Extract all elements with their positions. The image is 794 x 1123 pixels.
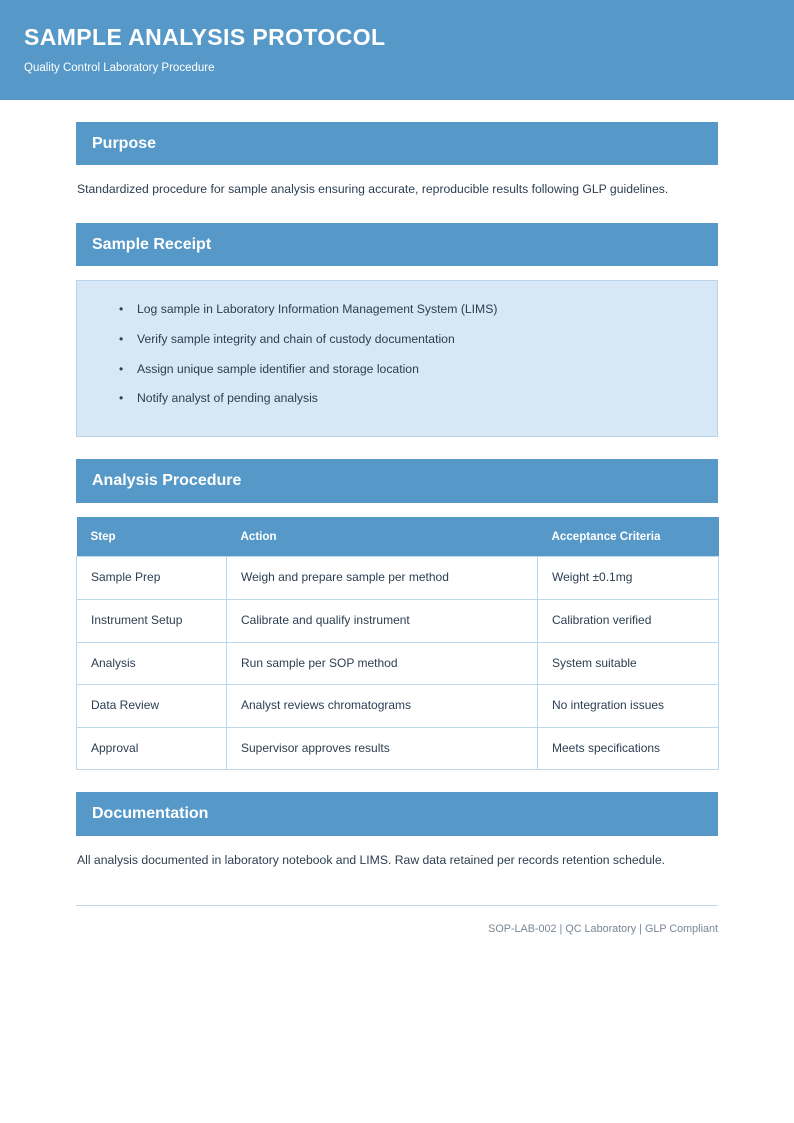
- cell-acceptance: Calibration verified: [538, 600, 719, 643]
- cell-action: Run sample per SOP method: [227, 642, 538, 685]
- table-head: [77, 517, 719, 557]
- column-header-step: Step: [77, 517, 227, 557]
- cell-action: Analyst reviews chromatograms: [227, 685, 538, 728]
- cell-step: Analysis: [77, 642, 227, 685]
- analysis-procedure-table: [76, 517, 719, 771]
- cell-step: Data Review: [77, 685, 227, 728]
- section-text-purpose: Standardized procedure for sample analysis ensuring accurate, reproducible results following GLP guidelines.: [77, 182, 669, 197]
- column-header-action: Action: [227, 517, 538, 557]
- section-header-documentation: Documentation: [76, 792, 718, 835]
- sample-receipt-list: [77, 295, 717, 415]
- spacer: [76, 201, 718, 223]
- document-banner: [0, 0, 794, 100]
- cell-step: Instrument Setup: [77, 600, 227, 643]
- document-footer: [76, 905, 718, 936]
- cell-acceptance: No integration issues: [538, 685, 719, 728]
- cell-action: Supervisor approves results: [227, 727, 538, 770]
- document-subtitle: Quality Control Laboratory Procedure: [24, 62, 215, 75]
- section-header-purpose: Purpose: [76, 122, 718, 165]
- sample-receipt-list-panel: [76, 280, 718, 438]
- section-text-documentation: All analysis documented in laboratory notebook and LIMS. Raw data retained per records retention schedule.: [77, 852, 666, 867]
- cell-acceptance: Weight ±0.1mg: [538, 557, 719, 600]
- section-header-sample-receipt: Sample Receipt: [76, 223, 718, 266]
- list-item: • Notify analyst of pending analysis: [117, 384, 717, 414]
- table-row: [77, 642, 719, 685]
- list-item: • Assign unique sample identifier and storage location: [117, 355, 717, 385]
- cell-action: Weigh and prepare sample per method: [227, 557, 538, 600]
- document-title: SAMPLE ANALYSIS PROTOCOL: [24, 24, 386, 51]
- document-body: [0, 100, 794, 936]
- table-row: [77, 600, 719, 643]
- column-header-acceptance-criteria: Acceptance Criteria: [538, 517, 719, 557]
- table-row: [77, 727, 719, 770]
- table-row: [77, 685, 719, 728]
- cell-acceptance: Meets specifications: [538, 727, 719, 770]
- table-header-row: [77, 517, 719, 557]
- table-body: [77, 557, 719, 770]
- section-header-analysis-procedure: Analysis Procedure: [76, 459, 718, 502]
- cell-step: Approval: [77, 727, 227, 770]
- list-item: • Log sample in Laboratory Information Management System (LIMS): [117, 295, 717, 325]
- cell-action: Calibrate and qualify instrument: [227, 600, 538, 643]
- spacer: [76, 437, 718, 459]
- spacer: [76, 770, 718, 792]
- cell-step: Sample Prep: [77, 557, 227, 600]
- cell-acceptance: System suitable: [538, 642, 719, 685]
- table-row: [77, 557, 719, 600]
- footer-text: SOP-LAB-002 | QC Laboratory | GLP Compliant: [488, 922, 718, 935]
- list-item: • Verify sample integrity and chain of custody documentation: [117, 325, 717, 355]
